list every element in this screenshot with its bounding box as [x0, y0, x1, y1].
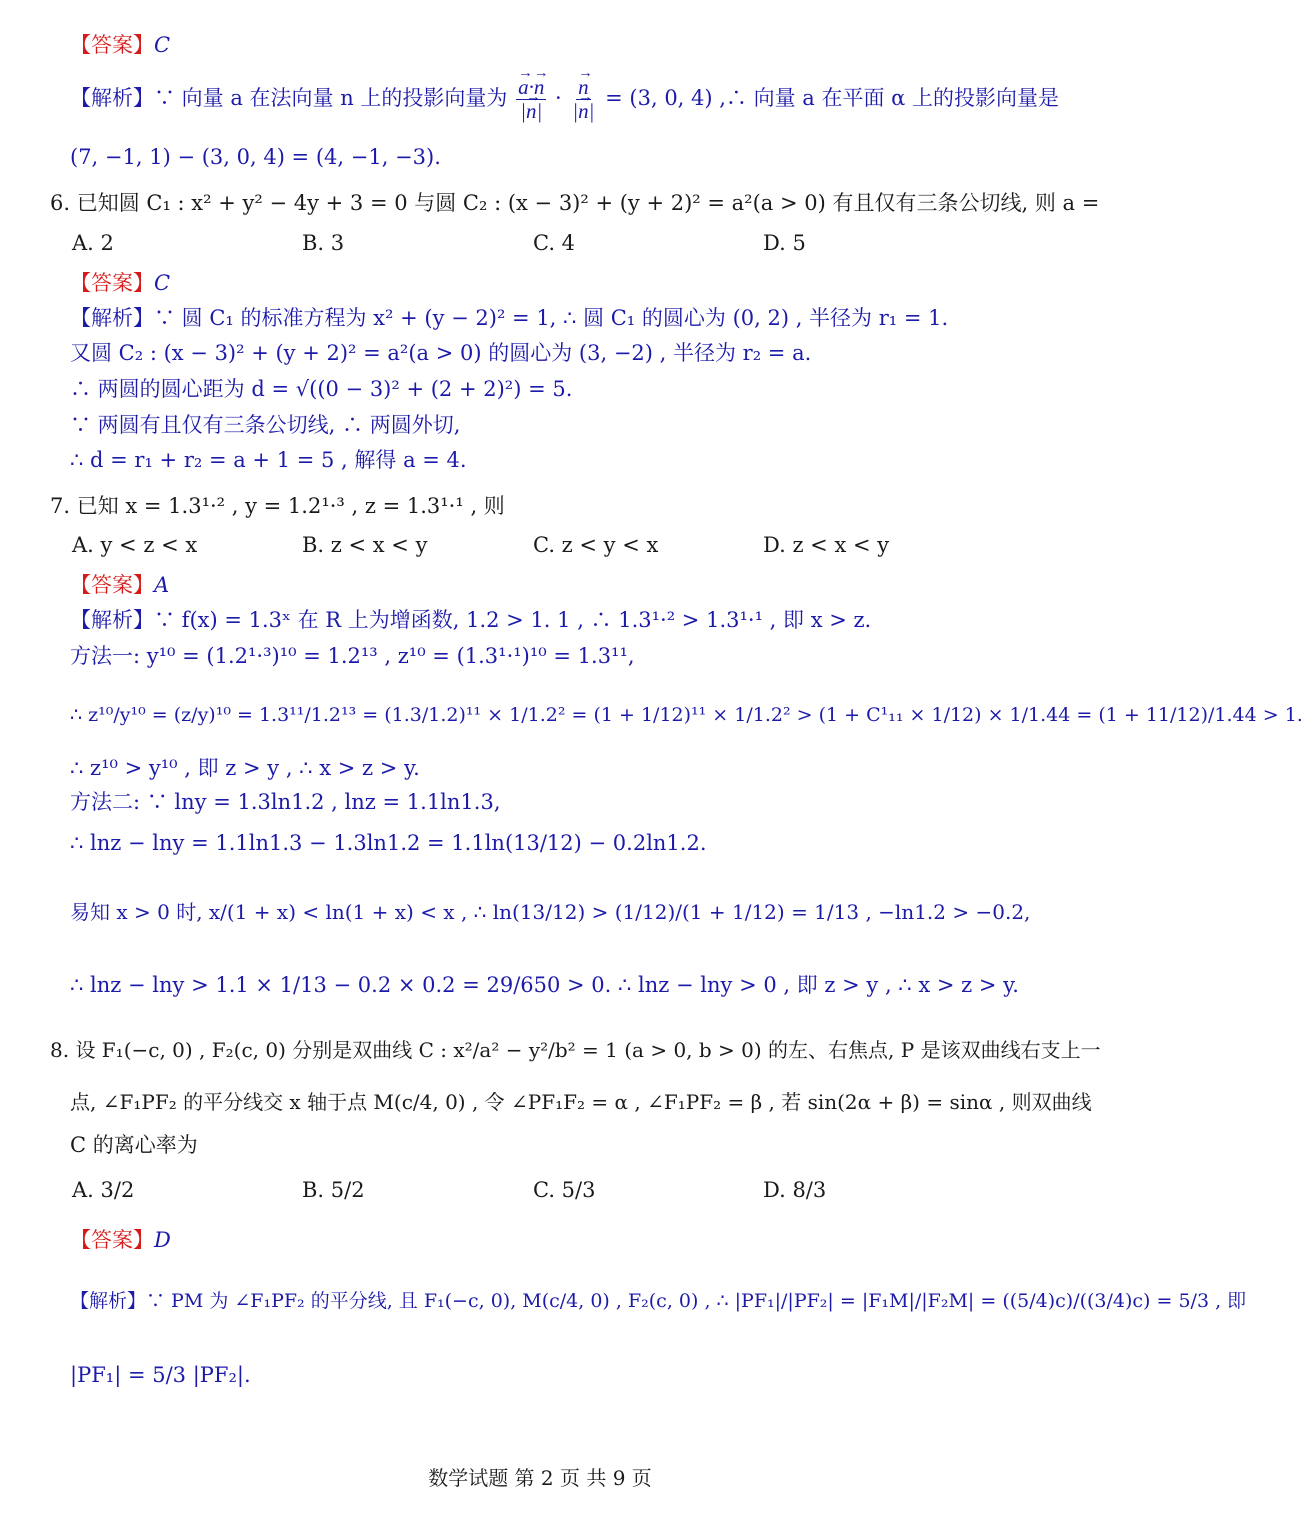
q7-analysis-line1	[70, 607, 871, 633]
answer-tag: 【答案】	[70, 1228, 154, 1252]
q8-answer-line	[70, 1227, 171, 1253]
q7-analysis-line5: 方法二: ∵ lny = 1.3ln1.2 , lnz = 1.1ln1.3,	[70, 790, 501, 814]
q7-analysis-line4: ∴ z¹⁰ > y¹⁰ , 即 z > y , ∴ x > z > y.	[70, 756, 420, 780]
analysis-tag: 【解析】	[70, 608, 154, 632]
q8-stem-line3: C 的离心率为	[70, 1133, 198, 1157]
q7-option-a: A. y < z < x	[72, 533, 198, 557]
q8-stem-line2: 点, ∠F₁PF₂ 的平分线交 x 轴于点 M(c/4, 0) , 令 ∠PF₁F₂ = α , ∠F₁PF₂ = β , 若 sin(2α + β) = sinα , 则双曲线	[70, 1090, 1092, 1114]
answer-tag: 【答案】	[70, 33, 154, 57]
q7-s1-text: ∵ f(x) = 1.3ˣ 在 R 上为增函数, 1.2 > 1. 1 , ∴ 1.3¹·² > 1.3¹·¹ , 即 x > z.	[154, 608, 872, 632]
q7-analysis-line2: 方法一: y¹⁰ = (1.2¹·³)¹⁰ = 1.2¹³ , z¹⁰ = (1.3¹·¹)¹⁰ = 1.3¹¹,	[70, 644, 635, 668]
q6-analysis-line1	[70, 305, 948, 331]
q7-analysis-line8: ∴ lnz − lny > 1.1 × 1/13 − 0.2 × 0.2 = 29/650 > 0. ∴ lnz − lny > 0 , 即 z > y , ∴ x > z > y.	[70, 973, 1019, 997]
q6-option-c: C. 4	[533, 231, 576, 255]
q6-analysis-line4: ∵ 两圆有且仅有三条公切线, ∴ 两圆外切,	[70, 413, 461, 437]
q7-option-d: D. z < x < y	[763, 533, 890, 557]
answer-value: C	[154, 33, 171, 57]
projection-fraction: $\frac{a \to\cdot n \to}{|n \to|}$	[516, 76, 546, 123]
q8-s1-text: ∵ PM 为 ∠F₁PF₂ 的平分线, 且 F₁(−c, 0), M(c/4, 0) , F₂(c, 0) , ∴ |PF₁|/|PF₂| = |F₁M|/|F₂M| = ((5/4)c)/((3/4)c) = 5/3 , 即	[146, 1290, 1247, 1312]
q6-analysis-line3: ∴ 两圆的圆心距为 d = √((0 − 3)² + (2 + 2)²) = 5.	[70, 377, 573, 401]
q6-analysis-line5: ∴ d = r₁ + r₂ = a + 1 = 5 , 解得 a = 4.	[70, 448, 467, 472]
q7-stem: 7. 已知 x = 1.3¹·² , y = 1.2¹·³ , z = 1.3¹·¹ , 则	[50, 494, 505, 518]
q5-a1b-text: = (3, 0, 4) ,∴ 向量 a 在平面 α 上的投影向量是	[605, 86, 1060, 111]
answer-value: C	[154, 271, 171, 295]
q5-analysis-line2: (7, −1, 1) − (3, 0, 4) = (4, −1, −3).	[70, 145, 441, 169]
q6-option-a: A. 2	[72, 231, 114, 255]
q5-analysis-line: 【解析】∵ 向量 a 在法向量 n 上的投影向量为 $\frac{a \to\cdot n \to}{|n \to|}$ · $\frac{n \to}{|n \to|}$ = (3, 0, 4) ,∴ 向量 a 在平面 α 上的投影向量是	[70, 76, 1059, 123]
q7-analysis-line3: ∴ z¹⁰/y¹⁰ = (z/y)¹⁰ = 1.3¹¹/1.2¹³ = (1.3/1.2)¹¹ × 1/1.2² = (1 + 1/12)¹¹ × 1/1.2² > (1 + C¹₁₁ × 1/12) × 1/1.44 = (1 + 11/12)/1.44 > 1.	[70, 704, 1303, 726]
answer-value: A	[154, 573, 170, 597]
q6-analysis-line2: 又圆 C₂ : (x − 3)² + (y + 2)² = a²(a > 0) 的圆心为 (3, −2) , 半径为 r₂ = a.	[70, 341, 812, 365]
analysis-tag: 【解析】	[70, 86, 154, 111]
q5-a1-text: ∵ 向量 a 在法向量 n 上的投影向量为	[154, 86, 508, 111]
q8-stem-line1: 8. 设 F₁(−c, 0) , F₂(c, 0) 分别是双曲线 C : x²/a² − y²/b² = 1 (a > 0, b > 0) 的左、右焦点, P 是该双曲线右支上一	[50, 1038, 1101, 1062]
page-footer: 数学试题 第 2 页 共 9 页	[428, 1466, 652, 1490]
q6-stem: 6. 已知圆 C₁ : x² + y² − 4y + 3 = 0 与圆 C₂ : (x − 3)² + (y + 2)² = a²(a > 0) 有且仅有三条公切线, 则 a =	[50, 191, 1100, 215]
q7-analysis-line7: 易知 x > 0 时, x/(1 + x) < ln(1 + x) < x , ∴ ln(13/12) > (1/12)/(1 + 1/12) = 1/13 , −ln1.2 > −0.2,	[70, 900, 1031, 924]
unit-vector-fraction: $\frac{n \to}{|n \to|}$	[570, 76, 596, 123]
q8-option-a: A. 3/2	[72, 1178, 135, 1202]
q8-analysis-line2: |PF₁| = 5/3 |PF₂|.	[70, 1363, 251, 1387]
analysis-tag: 【解析】	[70, 1290, 147, 1312]
q7-option-c: C. z < y < x	[533, 533, 659, 557]
q8-analysis-line1	[70, 1290, 1246, 1314]
q8-option-c: C. 5/3	[533, 1178, 596, 1202]
q6-option-d: D. 5	[763, 231, 806, 255]
q6-s1-text: ∵ 圆 C₁ 的标准方程为 x² + (y − 2)² = 1, ∴ 圆 C₁ 的圆心为 (0, 2) , 半径为 r₁ = 1.	[154, 306, 949, 330]
answer-value: D	[154, 1228, 171, 1252]
q7-option-b: B. z < x < y	[302, 533, 428, 557]
q7-answer-line	[70, 572, 169, 598]
q5-answer-line	[70, 32, 170, 58]
q8-option-d: D. 8/3	[763, 1178, 827, 1202]
answer-tag: 【答案】	[70, 271, 154, 295]
q6-answer-line	[70, 270, 170, 296]
answer-tag: 【答案】	[70, 573, 154, 597]
q6-option-b: B. 3	[302, 231, 345, 255]
q8-option-b: B. 5/2	[302, 1178, 365, 1202]
q7-analysis-line6: ∴ lnz − lny = 1.1ln1.3 − 1.3ln1.2 = 1.1ln(13/12) − 0.2ln1.2.	[70, 831, 707, 855]
analysis-tag: 【解析】	[70, 306, 154, 330]
